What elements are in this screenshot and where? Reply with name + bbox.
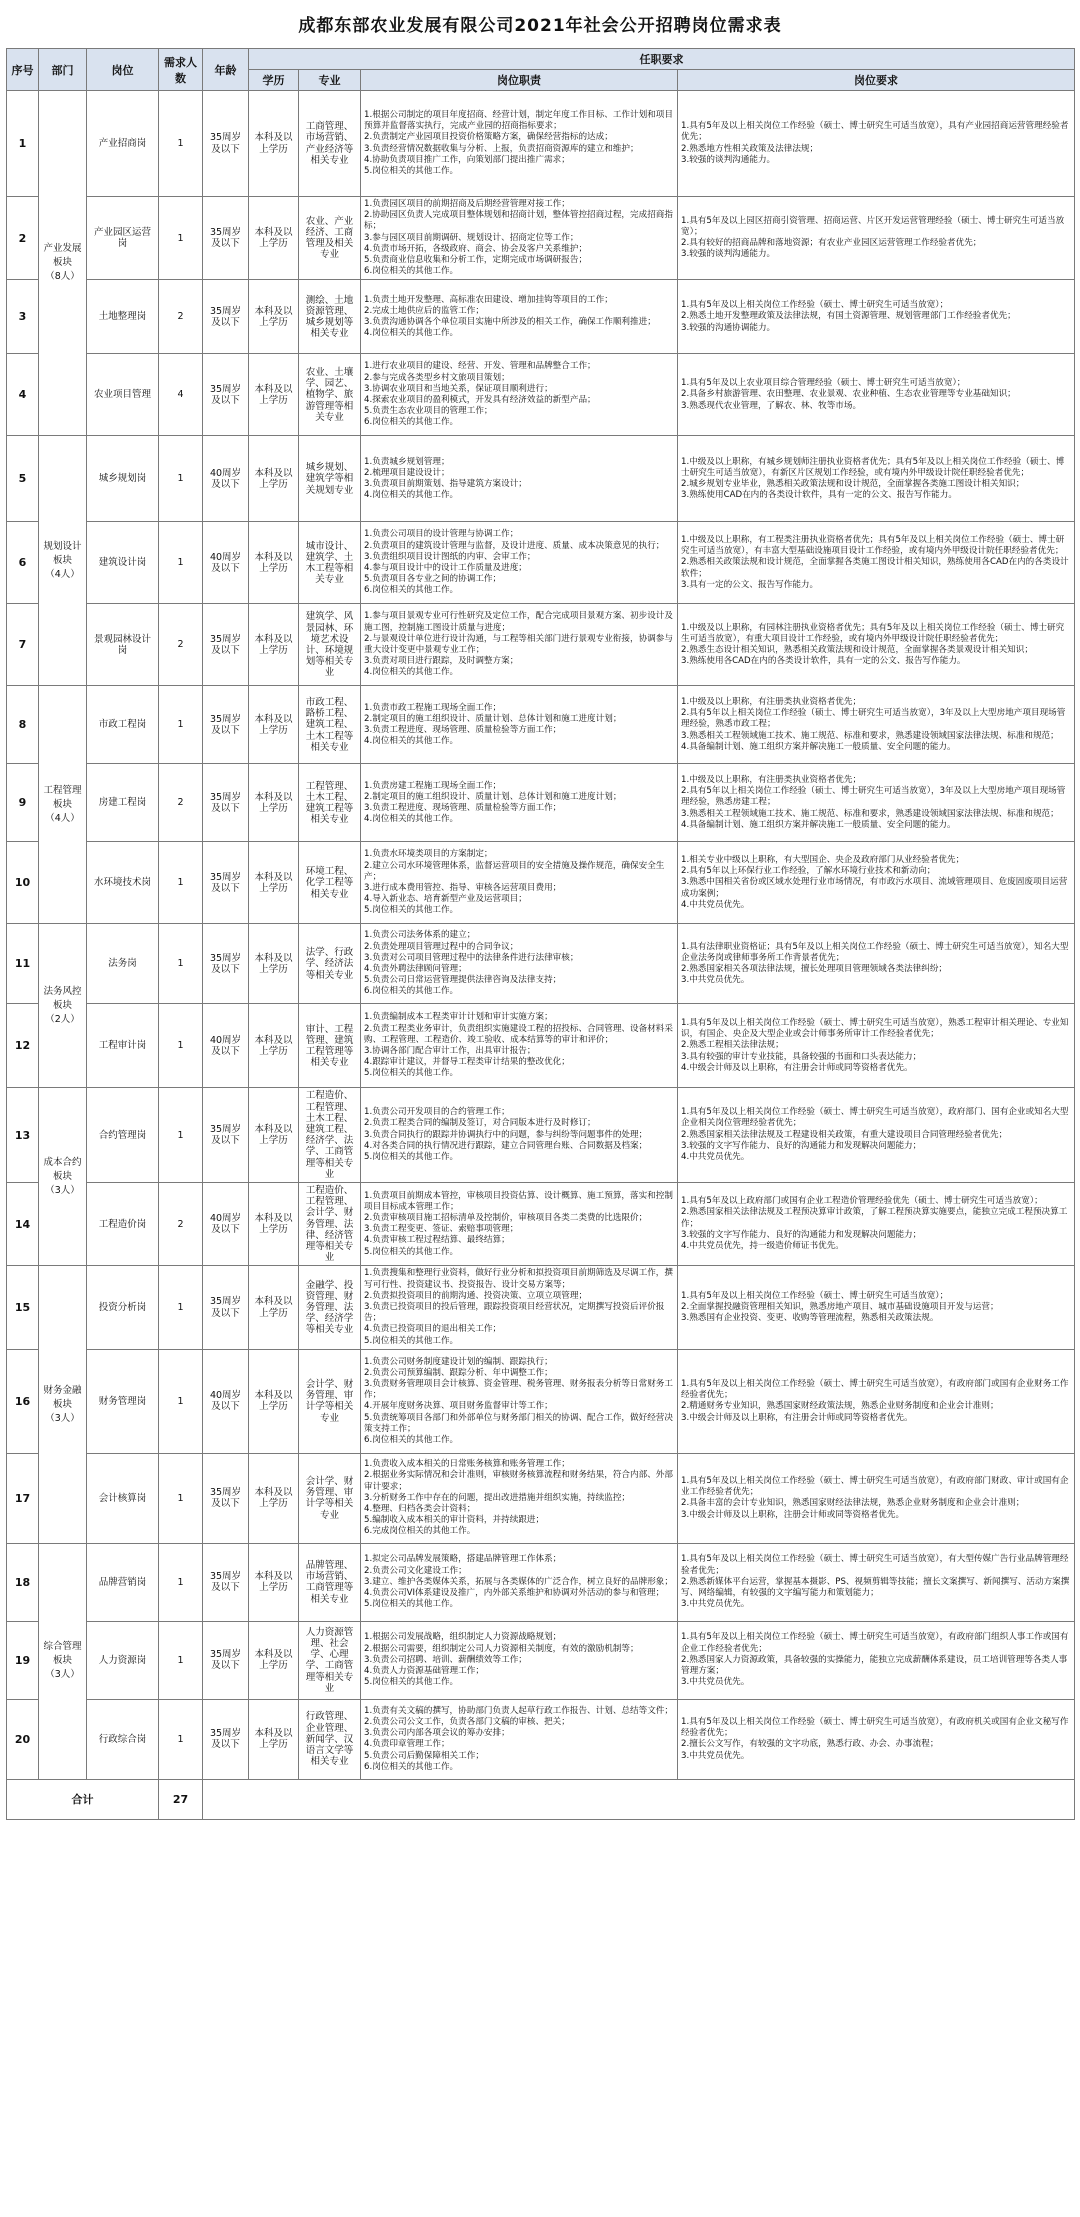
position-cell: 建筑设计岗: [87, 522, 159, 604]
table-row: [7, 1699, 1075, 1779]
major-cell: 审计、工程管理、建筑工程管理等相关专业: [299, 1004, 361, 1088]
table-row: [7, 1004, 1075, 1088]
position-cell: 会计核算岗: [87, 1453, 159, 1543]
duties-cell: 1.进行农业项目的建设、经营、开发、管理和品牌整合工作； 2.参与完成各类型乡村文旅项目策划； 3.协调农业项目和当地关系，保证项目顺利进行； 4.探索农业项目的盈利模式，开发具有经济效益的新型产品； 5.负责生态农业项目的管理工作； 6.岗位相关的其他工作。: [361, 354, 678, 436]
count-cell: 1: [159, 1621, 203, 1699]
table-row: [7, 1453, 1075, 1543]
age-cell: 35周岁及以下: [203, 604, 249, 686]
position-cell: 品牌营销岗: [87, 1543, 159, 1621]
position-cell: 合约管理岗: [87, 1088, 159, 1183]
department-cell: 法务风控 板块 （2人）: [39, 924, 87, 1088]
requirements-cell: 1.中级及以上职称，有工程类注册执业资格者优先；具有5年及以上相关岗位工作经验（硕士、博士研究生可适当放宽），有丰富大型基础设施项目设计工作经验，或有境内外甲级设计院任职经验者优先； 2.熟悉相关政策法规和设计规范，全面掌握各类施工图设计相关知识，熟练使用各CAD在内的各类设计软件； 3.具有一定的公文、报告写作能力。: [678, 522, 1075, 604]
requirements-cell: 1.具有5年及以上相关岗位工作经验（硕士、博士研究生可适当放宽），有政府部门财政、审计或国有企业工作经验者优先； 2.具备丰富的会计专业知识，熟悉国家财经法律法规，熟悉企业财务制度和企业会计准则； 3.中级会计师及以上职称，注册会计师或同等资格者优先。: [678, 1453, 1075, 1543]
table-row: [7, 1621, 1075, 1699]
table-row: [7, 1088, 1075, 1183]
row-number: 11: [7, 924, 39, 1004]
row-number: 2: [7, 197, 39, 280]
position-cell: 投资分析岗: [87, 1266, 159, 1349]
department-cell: 综合管理 板块 （3人）: [39, 1543, 87, 1779]
education-cell: 本科及以上学历: [249, 924, 299, 1004]
position-cell: 产业园区运营岗: [87, 197, 159, 280]
row-number: 1: [7, 91, 39, 197]
duties-cell: 1.负责城乡规划管理； 2.梳理项目建设设计； 3.负责项目前期策划、指导建筑方案设计； 4.岗位相关的其他工作。: [361, 436, 678, 522]
requirements-cell: 1.中级及以上职称，有注册类执业资格者优先； 2.具有5年以上相关岗位工作经验（硕士、博士研究生可适当放宽），3年及以上大型房地产项目现场管理经验，熟悉市政工程； 3.熟悉相关工程领域施工技术、施工规范、标准和要求，熟悉建设领域国家法律法规、标准和规范； 4.具备编制计划、施工组织方案并解决施工一般质量、安全问题的能力。: [678, 686, 1075, 764]
age-cell: 40周岁及以下: [203, 1004, 249, 1088]
row-number: 6: [7, 522, 39, 604]
count-cell: 1: [159, 1088, 203, 1183]
duties-cell: 1.负责收入成本相关的日常账务核算和账务管理工作； 2.根据业务实际情况和会计准则，审核财务核算流程和财务结果，符合内部、外部审计要求； 3.分析财务工作中存在的问题，提出改进措施并组织实施，持续监控； 4.整理、归档各类会计资料； 5.编制收入成本相关的审计资料，并持续跟进； 6.完成岗位相关的其他工作。: [361, 1453, 678, 1543]
position-cell: 农业项目管理: [87, 354, 159, 436]
table-row: [7, 842, 1075, 924]
duties-cell: 1.负责公司项目的设计管理与协调工作； 2.负责项目的建筑设计管理与监督，及设计进度、质量、成本决策意见的执行； 3.负责组织项目设计图纸的内审、会审工作； 4.参与项目设计中的设计工作质量及进度； 5.负责项目各专业之间的协调工作； 6.岗位相关的其他工作。: [361, 522, 678, 604]
row-number: 10: [7, 842, 39, 924]
count-cell: 1: [159, 1349, 203, 1453]
table-row: [7, 924, 1075, 1004]
count-cell: 2: [159, 604, 203, 686]
row-number: 19: [7, 1621, 39, 1699]
department-cell: 财务金融 板块 （3人）: [39, 1266, 87, 1543]
row-number: 18: [7, 1543, 39, 1621]
table-row: [7, 686, 1075, 764]
major-cell: 人力资源管理、社会学、心理学、工商管理等相关专业: [299, 1621, 361, 1699]
position-cell: 土地整理岗: [87, 280, 159, 354]
table-row: [7, 354, 1075, 436]
duties-cell: 1.负责有关文稿的撰写，协助部门负责人起草行政工作报告、计划、总结等文件； 2.负责公司公文工作，负责各部门文稿的审核、把关； 3.负责公司内部各项会议的筹办安排； 4.负责印章管理工作； 5.负责公司后勤保障相关工作； 6.岗位相关的其他工作。: [361, 1699, 678, 1779]
row-number: 14: [7, 1183, 39, 1266]
education-cell: 本科及以上学历: [249, 1183, 299, 1266]
count-cell: 1: [159, 1004, 203, 1088]
major-cell: 环境工程、化学工程等相关专业: [299, 842, 361, 924]
requirements-cell: 1.具有5年及以上相关岗位工作经验（硕士、博士研究生可适当放宽），具有产业园招商运营管理经验者优先； 2.熟悉地方性相关政策及法律法规； 3.较强的谈判沟通能力。: [678, 91, 1075, 197]
age-cell: 35周岁及以下: [203, 1453, 249, 1543]
major-cell: 市政工程、路桥工程、建筑工程、土木工程等相关专业: [299, 686, 361, 764]
requirements-cell: 1.中级及以上职称，有注册类执业资格者优先； 2.具有5年以上相关岗位工作经验（硕士、博士研究生可适当放宽），3年及以上大型房地产项目现场管理经验，熟悉房建工程； 3.熟悉相关工程领域施工技术、施工规范、标准和要求，熟悉建设领域国家法律法规、标准和规范； 4.具备编制计划、施工组织方案并解决施工一般质量、安全问题的能力。: [678, 764, 1075, 842]
major-cell: 工程管理、土木工程、建筑工程等相关专业: [299, 764, 361, 842]
position-cell: 行政综合岗: [87, 1699, 159, 1779]
header-requirements: 任职要求: [249, 49, 1075, 70]
position-cell: 工程造价岗: [87, 1183, 159, 1266]
row-number: 12: [7, 1004, 39, 1088]
major-cell: 会计学、财务管理、审计学等相关专业: [299, 1349, 361, 1453]
row-number: 16: [7, 1349, 39, 1453]
major-cell: 建筑学、风景园林、环境艺术设计、环境规划等相关专业: [299, 604, 361, 686]
requirements-cell: 1.相关专业中级以上职称，有大型国企、央企及政府部门从业经验者优先； 2.具有5年以上环保行业工作经验，了解水环境行业技术和新动向； 3.熟悉中国相关省份或区域水处理行业市场情况，有市政污水项目、流域管理项目、危废固废项目运营成功案例； 4.中共党员优先。: [678, 842, 1075, 924]
age-cell: 40周岁及以下: [203, 1349, 249, 1453]
table-row: [7, 764, 1075, 842]
duties-cell: 1.负责公司开发项目的合约管理工作； 2.负责工程类合同的编制及签订，对合同版本进行及时修订； 3.负责合同执行的跟踪并协调执行中的问题，参与纠纷等问题事件的处理； 4.对各类合同的执行情况进行跟踪，建立合同管理台账、合同数据及档案； 5.岗位相关的其他工作。: [361, 1088, 678, 1183]
age-cell: 35周岁及以下: [203, 197, 249, 280]
count-cell: 1: [159, 1543, 203, 1621]
major-cell: 农业、土壤学、园艺、植物学、旅游管理等相关专业: [299, 354, 361, 436]
table-row: [7, 1266, 1075, 1349]
education-cell: 本科及以上学历: [249, 764, 299, 842]
education-cell: 本科及以上学历: [249, 354, 299, 436]
age-cell: 35周岁及以下: [203, 842, 249, 924]
total-count: 27: [159, 1779, 203, 1819]
total-empty: [203, 1779, 1075, 1819]
education-cell: 本科及以上学历: [249, 686, 299, 764]
table-row: [7, 197, 1075, 280]
major-cell: 城市设计、建筑学、土木工程等相关专业: [299, 522, 361, 604]
count-cell: 2: [159, 764, 203, 842]
count-cell: 1: [159, 1453, 203, 1543]
header-education: 学历: [249, 70, 299, 91]
recruitment-table: [6, 48, 1075, 1820]
row-number: 5: [7, 436, 39, 522]
table-row: [7, 1183, 1075, 1266]
total-row: [7, 1779, 1075, 1819]
table-body: [7, 91, 1075, 1820]
position-cell: 人力资源岗: [87, 1621, 159, 1699]
header-age: 年龄: [203, 49, 249, 91]
major-cell: 农业、产业经济、工商管理及相关专业: [299, 197, 361, 280]
department-cell: 产业发展 板块 （8人）: [39, 91, 87, 436]
duties-cell: 1.参与项目景观专业可行性研究及定位工作，配合完成项目景观方案、初步设计及施工图，控制施工图设计质量与进度； 2.与景观设计单位进行设计沟通，与工程等相关部门进行景观专业衔接，协调参与重大设计变更中景观专业工作； 3.负责对项目进行跟踪，及时调整方案； 4.岗位相关的其他工作。: [361, 604, 678, 686]
row-number: 13: [7, 1088, 39, 1183]
age-cell: 40周岁及以下: [203, 522, 249, 604]
major-cell: 行政管理、企业管理、新闻学、汉语言文学等相关专业: [299, 1699, 361, 1779]
requirements-cell: 1.具有5年及以上政府部门或国有企业工程造价管理经验优先（硕士、博士研究生可适当放宽）； 2.熟悉国家相关法律法规及工程预决算审计政策，了解工程预决算实施要点，能独立完成工程预决算工作； 3.较强的文字写作能力、良好的沟通能力和发现解决问题能力； 4.中共党员优先，持一级造价师证书优先。: [678, 1183, 1075, 1266]
education-cell: 本科及以上学历: [249, 522, 299, 604]
position-cell: 房建工程岗: [87, 764, 159, 842]
major-cell: 会计学、财务管理、审计学等相关专业: [299, 1453, 361, 1543]
row-number: 4: [7, 354, 39, 436]
header-count: 需求人数: [159, 49, 203, 91]
education-cell: 本科及以上学历: [249, 604, 299, 686]
education-cell: 本科及以上学历: [249, 1349, 299, 1453]
duties-cell: 1.负责房建工程施工现场全面工作； 2.制定项目的施工组织设计、质量计划、总体计划和施工进度计划； 3.负责工程进度、现场管理、质量检验等方面工作； 4.岗位相关的其他工作。: [361, 764, 678, 842]
duties-cell: 1.负责土地开发整理、高标准农田建设、增加挂钩等项目的工作； 2.完成土地供应后的监管工作； 3.负责沟通协调各个单位项目实施中所涉及的相关工作，确保工作顺利推进； 4.岗位相关的其他工作。: [361, 280, 678, 354]
count-cell: 1: [159, 842, 203, 924]
header-seq: 序号: [7, 49, 39, 91]
requirements-cell: 1.中级及以上职称，有城乡规划师注册执业资格者优先；具有5年及以上相关岗位工作经验（硕士、博士研究生可适当放宽），有新区片区规划工作经验，或有境内外甲级设计院任职经验者优先； 2.城乡规划专业毕业，熟悉相关政策法规和设计规范，全面掌握各类施工图设计相关知识； 3.熟练使用CAD在内的各类设计软件，具有一定的公文、报告写作能力。: [678, 436, 1075, 522]
duties-cell: 1.负责市政工程施工现场全面工作； 2.制定项目的施工组织设计、质量计划、总体计划和施工进度计划； 3.负责工程进度、现场管理、质量检验等方面工作； 4.岗位相关的其他工作。: [361, 686, 678, 764]
age-cell: 35周岁及以下: [203, 280, 249, 354]
table-row: [7, 1349, 1075, 1453]
count-cell: 1: [159, 522, 203, 604]
table-row: [7, 604, 1075, 686]
count-cell: 1: [159, 197, 203, 280]
major-cell: 工商管理、市场营销、产业经济等相关专业: [299, 91, 361, 197]
duties-cell: 1.负责水环境类项目的方案制定； 2.建立公司水环境管理体系，监督运营项目的安全措施及操作规范，确保安全生产； 3.进行成本费用管控、指导、审核各运营项目费用； 4.导入新业态、培育新型产业及运营项目； 5.岗位相关的其他工作。: [361, 842, 678, 924]
age-cell: 35周岁及以下: [203, 1699, 249, 1779]
requirements-cell: 1.具有5年及以上相关岗位工作经验（硕士、博士研究生可适当放宽），有大型传媒广告行业品牌管理经验者优先； 2.熟悉新媒体平台运营，掌握基本摄影、PS、视频剪辑等技能；擅长文案撰写、新闻撰写、活动方案撰写、网络编辑，有较强的文字编写能力和策划能力； 3.中共党员优先。: [678, 1543, 1075, 1621]
education-cell: 本科及以上学历: [249, 1088, 299, 1183]
position-cell: 工程审计岗: [87, 1004, 159, 1088]
position-cell: 市政工程岗: [87, 686, 159, 764]
header-dept: 部门: [39, 49, 87, 91]
position-cell: 景观园林设计岗: [87, 604, 159, 686]
table-row: [7, 522, 1075, 604]
requirements-cell: 1.具有5年及以上相关岗位工作经验（硕士、博士研究生可适当放宽），有政府部门组织人事工作或国有企业工作经验者优先； 2.熟悉国家人力资源政策，具备较强的实操能力，能独立完成薪酬体系建设，员工培训管理等各类人事管理方案； 3.中共党员优先。: [678, 1621, 1075, 1699]
count-cell: 2: [159, 280, 203, 354]
header-job-req: 岗位要求: [678, 70, 1075, 91]
duties-cell: 1.负责公司财务制度建设计划的编制、跟踪执行； 2.负责公司预算编制、跟踪分析、年中调整工作； 3.负责财务管理项目会计核算、资金管理、税务管理、财务报表分析等日常财务工作； 4.开展年度财务决算、项目财务监督审计等工作； 5.负责统筹项目各部门和外部单位与财务部门相关的协调、配合工作，做好经营决策支持工作； 6.岗位相关的其他工作。: [361, 1349, 678, 1453]
age-cell: 35周岁及以下: [203, 1621, 249, 1699]
requirements-cell: 1.具有5年及以上相关岗位工作经验（硕士、博士研究生可适当放宽），有政府部门或国有企业财务工作经验者优先； 2.精通财务专业知识，熟悉国家财经政策法规，熟悉企业财务制度和企业会计准则； 3.中级会计师及以上职称，有注册会计师或同等资格者优先。: [678, 1349, 1075, 1453]
requirements-cell: 1.中级及以上职称，有园林注册执业资格者优先；具有5年及以上相关岗位工作经验（硕士、博士研究生可适当放宽），有重大项目设计工作经验，或有境内外甲级设计院任职经验者优先； 2.熟悉生态设计相关知识，熟悉相关政策法规和设计规范，全面掌握各类景观设计相关知识； 3.熟练使用各CAD在内的各类设计软件，具有一定的公文、报告写作能力。: [678, 604, 1075, 686]
major-cell: 城乡规划、建筑学等相关规划专业: [299, 436, 361, 522]
education-cell: 本科及以上学历: [249, 436, 299, 522]
major-cell: 测绘、土地资源管理、城乡规划等相关专业: [299, 280, 361, 354]
duties-cell: 1.根据公司发展战略，组织制定人力资源战略规划； 2.根据公司需要，组织制定公司人力资源相关制度，有效的激励机制等； 3.负责公司招聘、培训、薪酬绩效等工作； 4.负责人力资源基础管理工作； 5.岗位相关的其他工作。: [361, 1621, 678, 1699]
age-cell: 35周岁及以下: [203, 354, 249, 436]
age-cell: 40周岁及以下: [203, 1183, 249, 1266]
duties-cell: 1.负责搜集和整理行业资料，做好行业分析和拟投资项目前期筛选及尽调工作，撰写可行性、投资建议书、投资报告、设计交易方案等； 2.负责拟投资项目的前期沟通、投资决策、立项立项管理； 3.负责已投资项目的投后管理，跟踪投资项目经营状况，定期撰写投资后评价报告； 4.负责已投资项目的退出相关工作； 5.岗位相关的其他工作。: [361, 1266, 678, 1349]
row-number: 3: [7, 280, 39, 354]
duties-cell: 1.负责园区项目的前期招商及后期经营管理对接工作； 2.协助园区负责人完成项目整体规划和招商计划，整体管控招商过程，完成招商指标； 3.参与园区项目前期调研、规划设计、招商定位等工作； 4.负责市场开拓，各级政府、商会、协会及客户关系维护； 5.负责商业信息收集和分析工作，定期完成市场调研报告； 6.岗位相关的其他工作。: [361, 197, 678, 280]
age-cell: 35周岁及以下: [203, 91, 249, 197]
row-number: 17: [7, 1453, 39, 1543]
education-cell: 本科及以上学历: [249, 842, 299, 924]
education-cell: 本科及以上学历: [249, 1621, 299, 1699]
header-duties: 岗位职责: [361, 70, 678, 91]
age-cell: 35周岁及以下: [203, 924, 249, 1004]
table-row: [7, 1543, 1075, 1621]
table-row: [7, 91, 1075, 197]
major-cell: 金融学、投资管理、财务管理、法学、经济学等相关专业: [299, 1266, 361, 1349]
department-cell: 工程管理 板块 （4人）: [39, 686, 87, 924]
age-cell: 40周岁及以下: [203, 436, 249, 522]
education-cell: 本科及以上学历: [249, 1266, 299, 1349]
row-number: 9: [7, 764, 39, 842]
education-cell: 本科及以上学历: [249, 280, 299, 354]
requirements-cell: 1.具有5年及以上相关岗位工作经验（硕士、博士研究生可适当放宽）； 2.熟悉土地开发整理政策及法律法规，有国土资源管理、规划管理部门工作经验者优先； 3.较强的沟通协调能力。: [678, 280, 1075, 354]
major-cell: 工程造价、工程管理、土木工程、建筑工程、经济学、法学、工商管理等相关专业: [299, 1088, 361, 1183]
age-cell: 35周岁及以下: [203, 1543, 249, 1621]
requirements-cell: 1.具有5年及以上园区招商引资管理、招商运营、片区开发运营管理经验（硕士、博士研究生可适当放宽）； 2.具有较好的招商品牌和落地资源；有农业产业园区运营管理工作经验者优先； 3.较强的谈判沟通能力。: [678, 197, 1075, 280]
position-cell: 水环境技术岗: [87, 842, 159, 924]
count-cell: 2: [159, 1183, 203, 1266]
department-cell: 规划设计 板块 （4人）: [39, 436, 87, 686]
education-cell: 本科及以上学历: [249, 1453, 299, 1543]
row-number: 15: [7, 1266, 39, 1349]
major-cell: 工程造价、工程管理、会计学、财务管理、法律、经济管理等相关专业: [299, 1183, 361, 1266]
table-row: [7, 436, 1075, 522]
age-cell: 35周岁及以下: [203, 686, 249, 764]
duties-cell: 1.根据公司制定的项目年度招商、经营计划，制定年度工作目标、工作计划和项目预算并监督落实执行，完成产业园的招商指标要求； 2.负责制定产业园项目投资价格策略方案，确保经营指标的达成； 3.负责经营情况数据收集与分析、上报，负责招商资源库的建立和维护； 4.协助负责项目推广工作，向策划部门提出推广需求； 5.岗位相关的其他工作。: [361, 91, 678, 197]
page-title: 成都东部农业发展有限公司2021年社会公开招聘岗位需求表: [298, 16, 782, 36]
count-cell: 4: [159, 354, 203, 436]
count-cell: 1: [159, 91, 203, 197]
education-cell: 本科及以上学历: [249, 197, 299, 280]
age-cell: 35周岁及以下: [203, 1266, 249, 1349]
education-cell: 本科及以上学历: [249, 91, 299, 197]
table-row: [7, 280, 1075, 354]
duties-cell: 1.负责公司法务体系的建立； 2.负责处理项目管理过程中的合同争议； 3.负责对公司项目管理过程中的法律条件进行法律审核； 4.负责外聘法律顾问管理； 5.负责公司日常运营管理提供法律咨询及法律支持； 6.岗位相关的其他工作。: [361, 924, 678, 1004]
age-cell: 35周岁及以下: [203, 764, 249, 842]
row-number: 20: [7, 1699, 39, 1779]
requirements-cell: 1.具有5年及以上相关岗位工作经验（硕士、博士研究生可适当放宽）； 2.全面掌握投融资管理相关知识，熟悉房地产项目、城市基础设施项目开发与运营； 3.熟悉国有企业投资、变更、收购等管理流程，熟悉相关政策法规。: [678, 1266, 1075, 1349]
count-cell: 1: [159, 1266, 203, 1349]
position-cell: 法务岗: [87, 924, 159, 1004]
count-cell: 1: [159, 436, 203, 522]
duties-cell: 1.负责编制成本工程类审计计划和审计实施方案； 2.负责工程类业务审计，负责组织实施建设工程的招投标、合同管理、设备材料采购、工程管理、工程造价、竣工验收、成本结算等的审计和评价； 3.协调各部门配合审计工作，出具审计报告； 4.跟踪审计建议，并督导工程类审计结果的整改优化； 5.岗位相关的其他工作。: [361, 1004, 678, 1088]
requirements-cell: 1.具有5年及以上农业项目综合管理经验（硕士、博士研究生可适当放宽）； 2.具备乡村旅游管理、农田整理、农业景观、农业种植、生态农业管理等专业基础知识； 3.熟悉现代农业管理，了解农、林、牧等市场。: [678, 354, 1075, 436]
total-label: 合计: [7, 1779, 159, 1819]
position-cell: 城乡规划岗: [87, 436, 159, 522]
row-number: 7: [7, 604, 39, 686]
position-cell: 财务管理岗: [87, 1349, 159, 1453]
education-cell: 本科及以上学历: [249, 1004, 299, 1088]
requirements-cell: 1.具有法律职业资格证；具有5年及以上相关岗位工作经验（硕士、博士研究生可适当放宽），知名大型企业法务岗或律师事务所工作背景者优先； 2.熟悉国家相关各项法律法规，擅长处理项目管理领域各类法律纠纷； 3.中共党员优先。: [678, 924, 1075, 1004]
requirements-cell: 1.具有5年及以上相关岗位工作经验（硕士、博士研究生可适当放宽），有政府机关或国有企业文秘写作经验者优先； 2.擅长公文写作，有较强的文字功底，熟悉行政、办会、办事流程； 3.中共党员优先。: [678, 1699, 1075, 1779]
major-cell: 法学、行政学、经济法等相关专业: [299, 924, 361, 1004]
age-cell: 35周岁及以下: [203, 1088, 249, 1183]
requirements-cell: 1.具有5年及以上相关岗位工作经验（硕士、博士研究生可适当放宽），政府部门、国有企业或知名大型企业相关岗位管理经验者优先； 2.熟悉国家相关法律法规及工程建设相关政策，有重大建设项目合同管理经验者优先； 3.较强的文字写作能力、良好的沟通能力和发现解决问题能力； 4.中共党员优先。: [678, 1088, 1075, 1183]
header-major: 专业: [299, 70, 361, 91]
duties-cell: 1.负责项目前期成本管控，审核项目投资估算、设计概算、施工预算，落实和控制项目目标成本管理工作； 2.负责审核项目施工招标清单及控制价，审核项目各类二类费的比选限价； 3.负责工程变更、签证、索赔事项管理； 4.负责审核工程过程结算、最终结算； 5.岗位相关的其他工作。: [361, 1183, 678, 1266]
duties-cell: 1.拟定公司品牌发展策略，搭建品牌管理工作体系； 2.负责公司文化建设工作； 3.建立、维护各类媒体关系，拓展与各类媒体的广泛合作，树立良好的品牌形象； 4.负责公司VI体系建设及推广，内外部关系维护和协调对外活动的参与和管理； 5.岗位相关的其他工作。: [361, 1543, 678, 1621]
requirements-cell: 1.具有5年及以上相关岗位工作经验（硕士、博士研究生可适当放宽），熟悉工程审计相关理论、专业知识，有国企、央企及大型企业或会计师事务所审计工作经验者优先； 2.熟悉工程相关法律法规； 3.具有较强的审计专业技能，具备较强的书面和口头表达能力； 4.中级会计师及以上职称，有注册会计师或同等资格者优先。: [678, 1004, 1075, 1088]
count-cell: 1: [159, 924, 203, 1004]
major-cell: 品牌管理、市场营销、工商管理等相关专业: [299, 1543, 361, 1621]
count-cell: 1: [159, 1699, 203, 1779]
education-cell: 本科及以上学历: [249, 1543, 299, 1621]
position-cell: 产业招商岗: [87, 91, 159, 197]
row-number: 8: [7, 686, 39, 764]
count-cell: 1: [159, 686, 203, 764]
header-position: 岗位: [87, 49, 159, 91]
education-cell: 本科及以上学历: [249, 1699, 299, 1779]
department-cell: 成本合约 板块 （3人）: [39, 1088, 87, 1266]
